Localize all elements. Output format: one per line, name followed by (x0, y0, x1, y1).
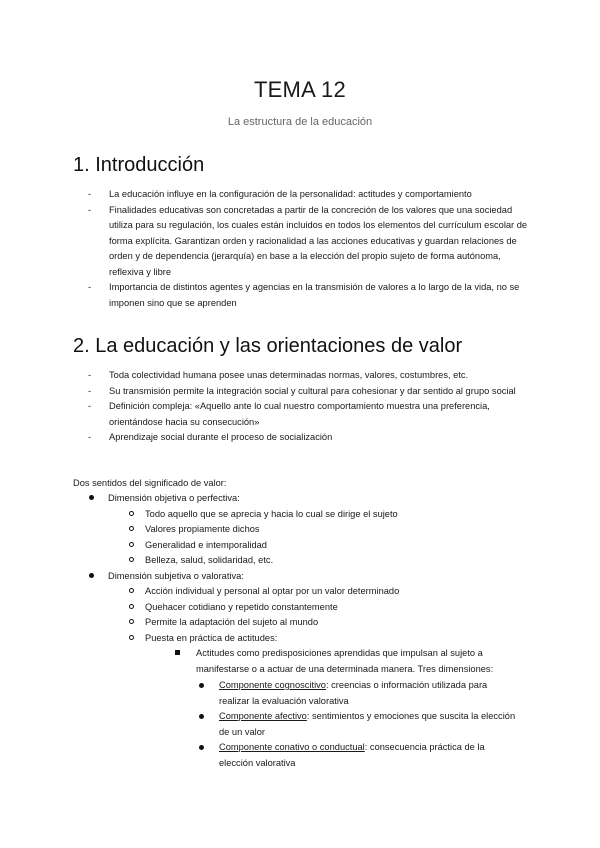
list-item: - Aprendizaje social durante el proceso de socialización (88, 430, 528, 446)
filled-circle-bullet-icon (89, 573, 94, 578)
filled-circle-bullet-icon (89, 495, 94, 500)
list-item: - Toda colectividad humana posee unas determinadas normas, valores, costumbres, etc. (88, 368, 528, 384)
list-item-componente-cognoscitivo: Componente cognoscitivo: creencias o información utilizada para realizar la evaluación valorativa (199, 678, 519, 709)
list-item: Valores propiamente dichos (129, 522, 260, 538)
list-item: Generalidad e intemporalidad (129, 538, 267, 554)
section-heading-orientaciones: 2. La educación y las orientaciones de valor (73, 335, 463, 357)
dash-bullet-icon: - (88, 189, 92, 199)
dash-bullet-icon: - (88, 204, 92, 215)
section-heading-introduccion: 1. Introducción (73, 154, 205, 176)
page-title: TEMA 12 (254, 77, 346, 102)
filled-circle-bullet-icon (199, 745, 204, 750)
dash-bullet-icon: - (88, 385, 92, 396)
valor-intro: Dos sentidos del significado de valor: (73, 478, 227, 488)
orientaciones-list (88, 368, 528, 446)
component-name: Componente afectivo (219, 711, 307, 721)
list-item: Permite la adaptación del sujeto al mundo (129, 615, 318, 631)
dash-bullet-icon: - (88, 401, 92, 411)
filled-circle-bullet-icon (199, 683, 204, 688)
list-item: - Importancia de distintos agentes y agencias en la transmisión de valores a lo largo de la vida, no se imponen sino que se aprenden (88, 282, 520, 308)
introduccion-list (88, 187, 528, 311)
hollow-circle-bullet-icon (129, 557, 134, 562)
hollow-circle-bullet-icon (129, 526, 134, 531)
hollow-circle-bullet-icon (129, 511, 134, 516)
list-item: Puesta en práctica de actitudes: (129, 631, 277, 647)
list-item: - Finalidades educativas son concretadas a partir de la concreción de los valores que una sociedad utiliza para su regulación, los cuales están incluidos en todos los elementos del currículum escolar de forma explícita. Garantizan orden y racionalidad a las acciones educativas y guardan relaciones de orden y de dependencia (jerarquía) en base a la elección del propio sujeto de forma autónoma, reflexiva y libre (88, 204, 528, 277)
list-item-actitudes: Actitudes como predisposiciones aprendidas que impulsan al sujeto a manifestarse o a actuar de una determinada manera. Tres dimensiones: (175, 646, 515, 677)
hollow-circle-bullet-icon (129, 619, 134, 624)
hollow-circle-bullet-icon (129, 635, 134, 640)
dash-bullet-icon: - (88, 282, 92, 292)
square-bullet-icon (175, 650, 180, 655)
list-item: - Definición compleja: «Aquello ante lo cual nuestro comportamiento muestra una preferencia, orientándose hacia su consecución» (88, 401, 490, 427)
list-item: - La educación influye en la configuración de la personalidad: actitudes y comportamiento (88, 187, 528, 203)
hollow-circle-bullet-icon (129, 542, 134, 547)
list-item-componente-conativo: Componente conativo o conductual: consecuencia práctica de la elección valorativa (199, 740, 519, 771)
list-item-dimension-subjetiva: Dimensión subjetiva o valorativa: (89, 569, 244, 585)
filled-circle-bullet-icon (199, 714, 204, 719)
list-item-componente-afectivo: Componente afectivo: sentimientos y emociones que suscita la elección de un valor (199, 709, 519, 740)
page-subtitle: La estructura de la educación (227, 116, 373, 128)
hollow-circle-bullet-icon (129, 604, 134, 609)
list-item: Belleza, salud, solidaridad, etc. (129, 553, 273, 569)
hollow-circle-bullet-icon (129, 588, 134, 593)
component-name: Componente conativo o conductual (219, 742, 365, 752)
component-name: Componente cognoscitivo (219, 680, 326, 690)
dash-bullet-icon: - (88, 432, 92, 442)
dash-bullet-icon: - (88, 370, 92, 380)
list-item-dimension-objetiva: Dimensión objetiva o perfectiva: (89, 491, 240, 507)
list-item: Acción individual y personal al optar por un valor determinado (129, 584, 399, 600)
list-item: Quehacer cotidiano y repetido constantemente (129, 600, 338, 616)
list-item: - Su transmisión permite la integración social y cultural para cohesionar y dar sentido al grupo social (88, 384, 528, 400)
list-item: Todo aquello que se aprecia y hacia lo cual se dirige el sujeto (129, 507, 398, 523)
